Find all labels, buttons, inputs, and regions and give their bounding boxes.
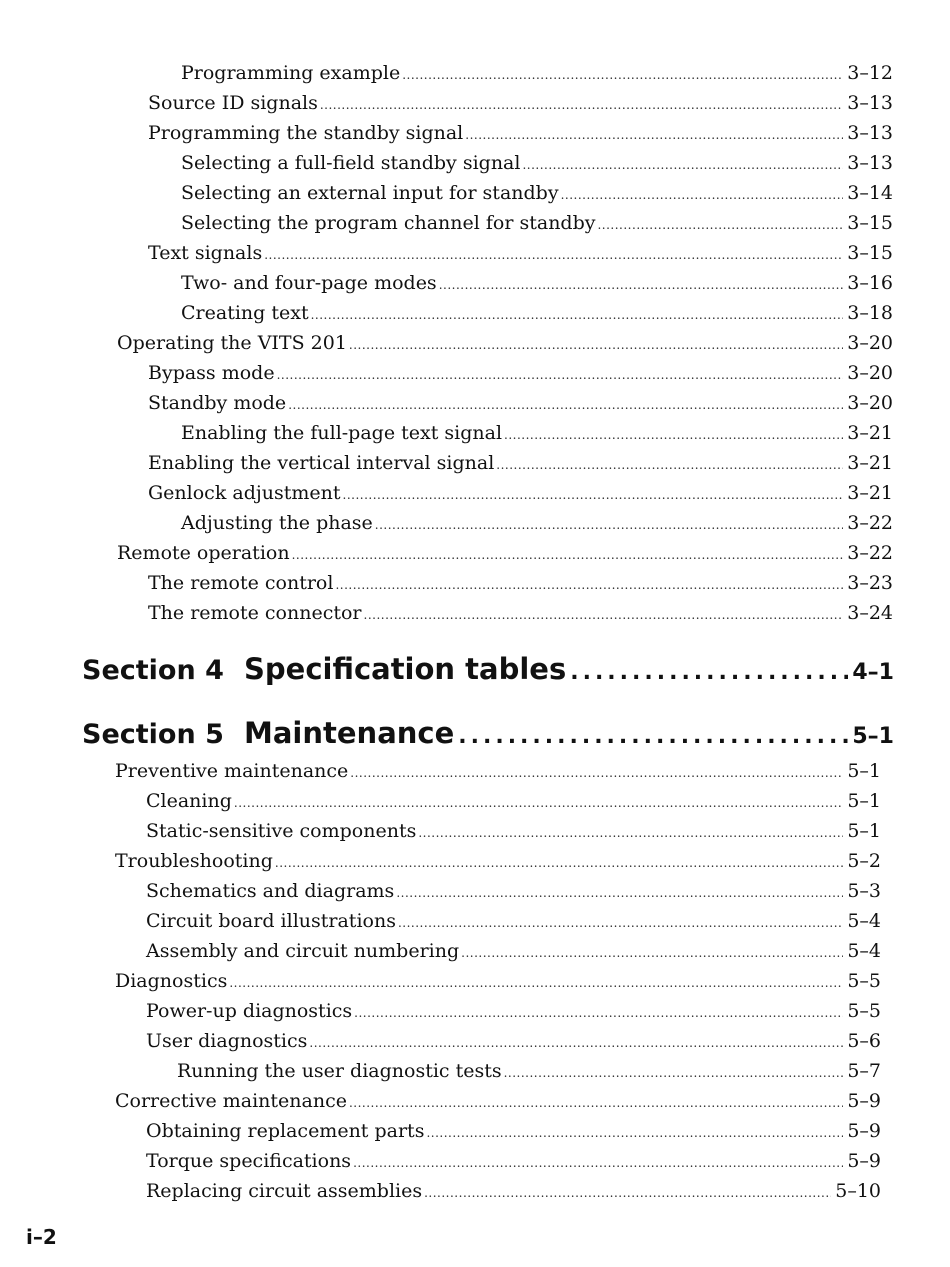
toc-entry-title: Troubleshooting — [115, 850, 273, 872]
dot-leader — [458, 724, 848, 749]
dot-leader — [292, 540, 844, 568]
toc-entry-page: 5–2 — [847, 850, 881, 872]
toc-entry[interactable] — [0, 1146, 881, 1176]
toc-entry[interactable] — [0, 268, 893, 298]
page-number-footer: i–2 — [26, 1225, 57, 1249]
section-number: Section 4 — [82, 655, 224, 686]
toc-entry-page: 5–4 — [847, 910, 881, 932]
dot-leader — [496, 450, 843, 478]
toc-entry-page: 3–21 — [847, 422, 893, 444]
dot-leader — [375, 510, 843, 538]
toc-entry[interactable] — [0, 996, 881, 1026]
section-page-number: 5–1 — [852, 724, 894, 749]
toc-list-lower — [0, 756, 950, 1206]
toc-entry-title: Torque specifications — [146, 1150, 352, 1172]
toc-entry-title: Programming the standby signal — [148, 122, 464, 144]
dot-leader — [398, 908, 843, 936]
section-number: Section 5 — [82, 719, 224, 750]
dot-leader — [522, 150, 843, 178]
toc-entry-title: The remote control — [148, 572, 334, 594]
dot-leader — [350, 758, 843, 786]
toc-entry-page: 5–9 — [847, 1150, 881, 1172]
toc-entry-title: Circuit board illustrations — [146, 910, 396, 932]
toc-entry-title: Diagnostics — [115, 970, 228, 992]
toc-entry[interactable] — [0, 208, 893, 238]
toc-entry[interactable] — [0, 448, 893, 478]
dot-leader — [234, 788, 843, 816]
toc-entry-title: Schematics and diagrams — [146, 880, 395, 902]
section-title: Maintenance — [244, 716, 455, 750]
dot-leader — [418, 818, 843, 846]
section-heading-5[interactable] — [82, 716, 894, 750]
toc-entry[interactable] — [0, 328, 893, 358]
toc-entry[interactable] — [0, 148, 893, 178]
toc-entry[interactable] — [0, 568, 893, 598]
toc-entry-title: Running the user diagnostic tests — [177, 1060, 502, 1082]
toc-entry-title: The remote connector — [148, 602, 362, 624]
section-page-number: 4–1 — [852, 660, 894, 685]
dot-leader — [335, 570, 843, 598]
toc-entry-title: Enabling the vertical interval signal — [148, 452, 495, 474]
toc-entry-page: 3–20 — [847, 332, 893, 354]
toc-entry-title: Corrective maintenance — [115, 1090, 347, 1112]
toc-entry-page: 3–21 — [847, 482, 893, 504]
dot-leader — [349, 330, 843, 358]
toc-entry-page: 5–9 — [847, 1120, 881, 1142]
toc-entry[interactable] — [0, 238, 893, 268]
dot-leader — [439, 270, 844, 298]
toc-entry-title: Enabling the full-page text signal — [181, 422, 503, 444]
toc-entry-page: 3–13 — [847, 152, 893, 174]
toc-entry-page: 5–9 — [847, 1090, 881, 1112]
toc-entry-page: 3–15 — [847, 212, 893, 234]
dot-leader — [320, 90, 843, 118]
toc-entry-title: Static-sensitive components — [146, 820, 417, 842]
toc-entry[interactable] — [0, 756, 881, 786]
toc-entry-page: 5–5 — [847, 1000, 881, 1022]
toc-list-upper — [0, 58, 950, 628]
toc-entry-title: Standby mode — [148, 392, 287, 414]
toc-entry-title: Cleaning — [146, 790, 232, 812]
toc-entry-title: User diagnostics — [146, 1030, 308, 1052]
toc-entry-page: 5–5 — [847, 970, 881, 992]
toc-entry-title: Obtaining replacement parts — [146, 1120, 425, 1142]
dot-leader — [343, 480, 844, 508]
toc-entry[interactable] — [0, 1176, 881, 1206]
toc-entry[interactable] — [0, 58, 893, 88]
dot-leader — [465, 120, 843, 148]
toc-entry[interactable] — [0, 1086, 881, 1116]
dot-leader — [424, 1178, 831, 1206]
section-title: Specification tables — [244, 652, 567, 686]
dot-leader — [561, 180, 844, 208]
dot-leader — [426, 1118, 843, 1146]
dot-leader — [461, 938, 843, 966]
dot-leader — [264, 240, 843, 268]
toc-entry-page: 3–16 — [847, 272, 893, 294]
toc-entry[interactable] — [0, 876, 881, 906]
dot-leader — [349, 1088, 843, 1116]
toc-entry-page: 3–20 — [847, 362, 893, 384]
toc-entry[interactable] — [0, 936, 881, 966]
toc-entry[interactable] — [0, 388, 893, 418]
toc-entry-page: 3–13 — [847, 92, 893, 114]
dot-leader — [353, 1148, 843, 1176]
toc-entry-page: 3–22 — [847, 512, 893, 534]
toc-entry-title: Bypass mode — [148, 362, 275, 384]
toc-entry-page: 5–1 — [847, 820, 881, 842]
toc-entry-title: Programming example — [181, 62, 401, 84]
dot-leader — [504, 1058, 844, 1086]
toc-entry-page: 3–15 — [847, 242, 893, 264]
toc-entry-page: 3–24 — [847, 602, 893, 624]
dot-leader — [396, 878, 843, 906]
toc-entry-title: Assembly and circuit numbering — [146, 940, 460, 962]
toc-entry[interactable] — [0, 906, 881, 936]
dot-leader — [504, 420, 843, 448]
toc-entry-title: Selecting the program channel for standby — [181, 212, 596, 234]
toc-entry-page: 3–18 — [847, 302, 893, 324]
toc-entry-page: 3–14 — [847, 182, 893, 204]
toc-entry-page: 5–6 — [847, 1030, 881, 1052]
toc-entry[interactable] — [0, 1116, 881, 1146]
toc-entry[interactable] — [0, 598, 893, 628]
toc-entry[interactable] — [0, 418, 893, 448]
dot-leader — [277, 360, 844, 388]
dot-leader — [311, 300, 844, 328]
toc-entry-page: 3–20 — [847, 392, 893, 414]
toc-entry-page: 5–4 — [847, 940, 881, 962]
toc-entry-page: 3–21 — [847, 452, 893, 474]
section-heading-4[interactable] — [82, 652, 894, 686]
toc-entry-title: Genlock adjustment — [148, 482, 341, 504]
toc-entry-page: 3–12 — [847, 62, 893, 84]
toc-entry-page: 5–1 — [847, 790, 881, 812]
toc-entry-title: Selecting an external input for standby — [181, 182, 559, 204]
dot-leader — [275, 848, 843, 876]
dot-leader — [570, 660, 848, 685]
dot-leader — [354, 998, 843, 1026]
toc-entry-title: Selecting a full-field standby signal — [181, 152, 521, 174]
dot-leader — [229, 968, 843, 996]
toc-entry[interactable] — [0, 816, 881, 846]
toc-entry-page: 3–22 — [847, 542, 893, 564]
dot-leader — [402, 60, 843, 88]
toc-entry[interactable] — [0, 298, 893, 328]
toc-entry-title: Replacing circuit assemblies — [146, 1180, 423, 1202]
toc-entry-page: 5–3 — [847, 880, 881, 902]
toc-entry[interactable] — [0, 538, 893, 568]
toc-entry-title: Creating text — [181, 302, 309, 324]
toc-entry-page: 3–23 — [847, 572, 893, 594]
toc-entry[interactable] — [0, 358, 893, 388]
toc-entry-title: Operating the VITS 201 — [117, 332, 347, 354]
dot-leader — [597, 210, 843, 238]
toc-entry[interactable] — [0, 966, 881, 996]
toc-entry[interactable] — [0, 478, 893, 508]
toc-entry-title: Adjusting the phase — [181, 512, 373, 534]
toc-entry-page: 5–7 — [847, 1060, 881, 1082]
toc-entry-page: 5–1 — [847, 760, 881, 782]
toc-entry-title: Remote operation — [117, 542, 290, 564]
toc-entry-title: Source ID signals — [148, 92, 318, 114]
toc-entry[interactable] — [0, 508, 893, 538]
dot-leader — [288, 390, 843, 418]
toc-entry[interactable] — [0, 846, 881, 876]
toc-entry[interactable] — [0, 1056, 881, 1086]
toc-entry[interactable] — [0, 88, 893, 118]
toc-entry[interactable] — [0, 118, 893, 148]
toc-entry[interactable] — [0, 178, 893, 208]
toc-entry[interactable] — [0, 786, 881, 816]
toc-entry-page: 3–13 — [847, 122, 893, 144]
dot-leader — [364, 600, 844, 628]
toc-entry-title: Two- and four-page modes — [181, 272, 437, 294]
toc-entry-title: Preventive maintenance — [115, 760, 349, 782]
toc-entry-title: Power-up diagnostics — [146, 1000, 353, 1022]
dot-leader — [309, 1028, 843, 1056]
toc-entry[interactable] — [0, 1026, 881, 1056]
toc-entry-page: 5–10 — [835, 1180, 881, 1202]
toc-entry-title: Text signals — [148, 242, 263, 264]
